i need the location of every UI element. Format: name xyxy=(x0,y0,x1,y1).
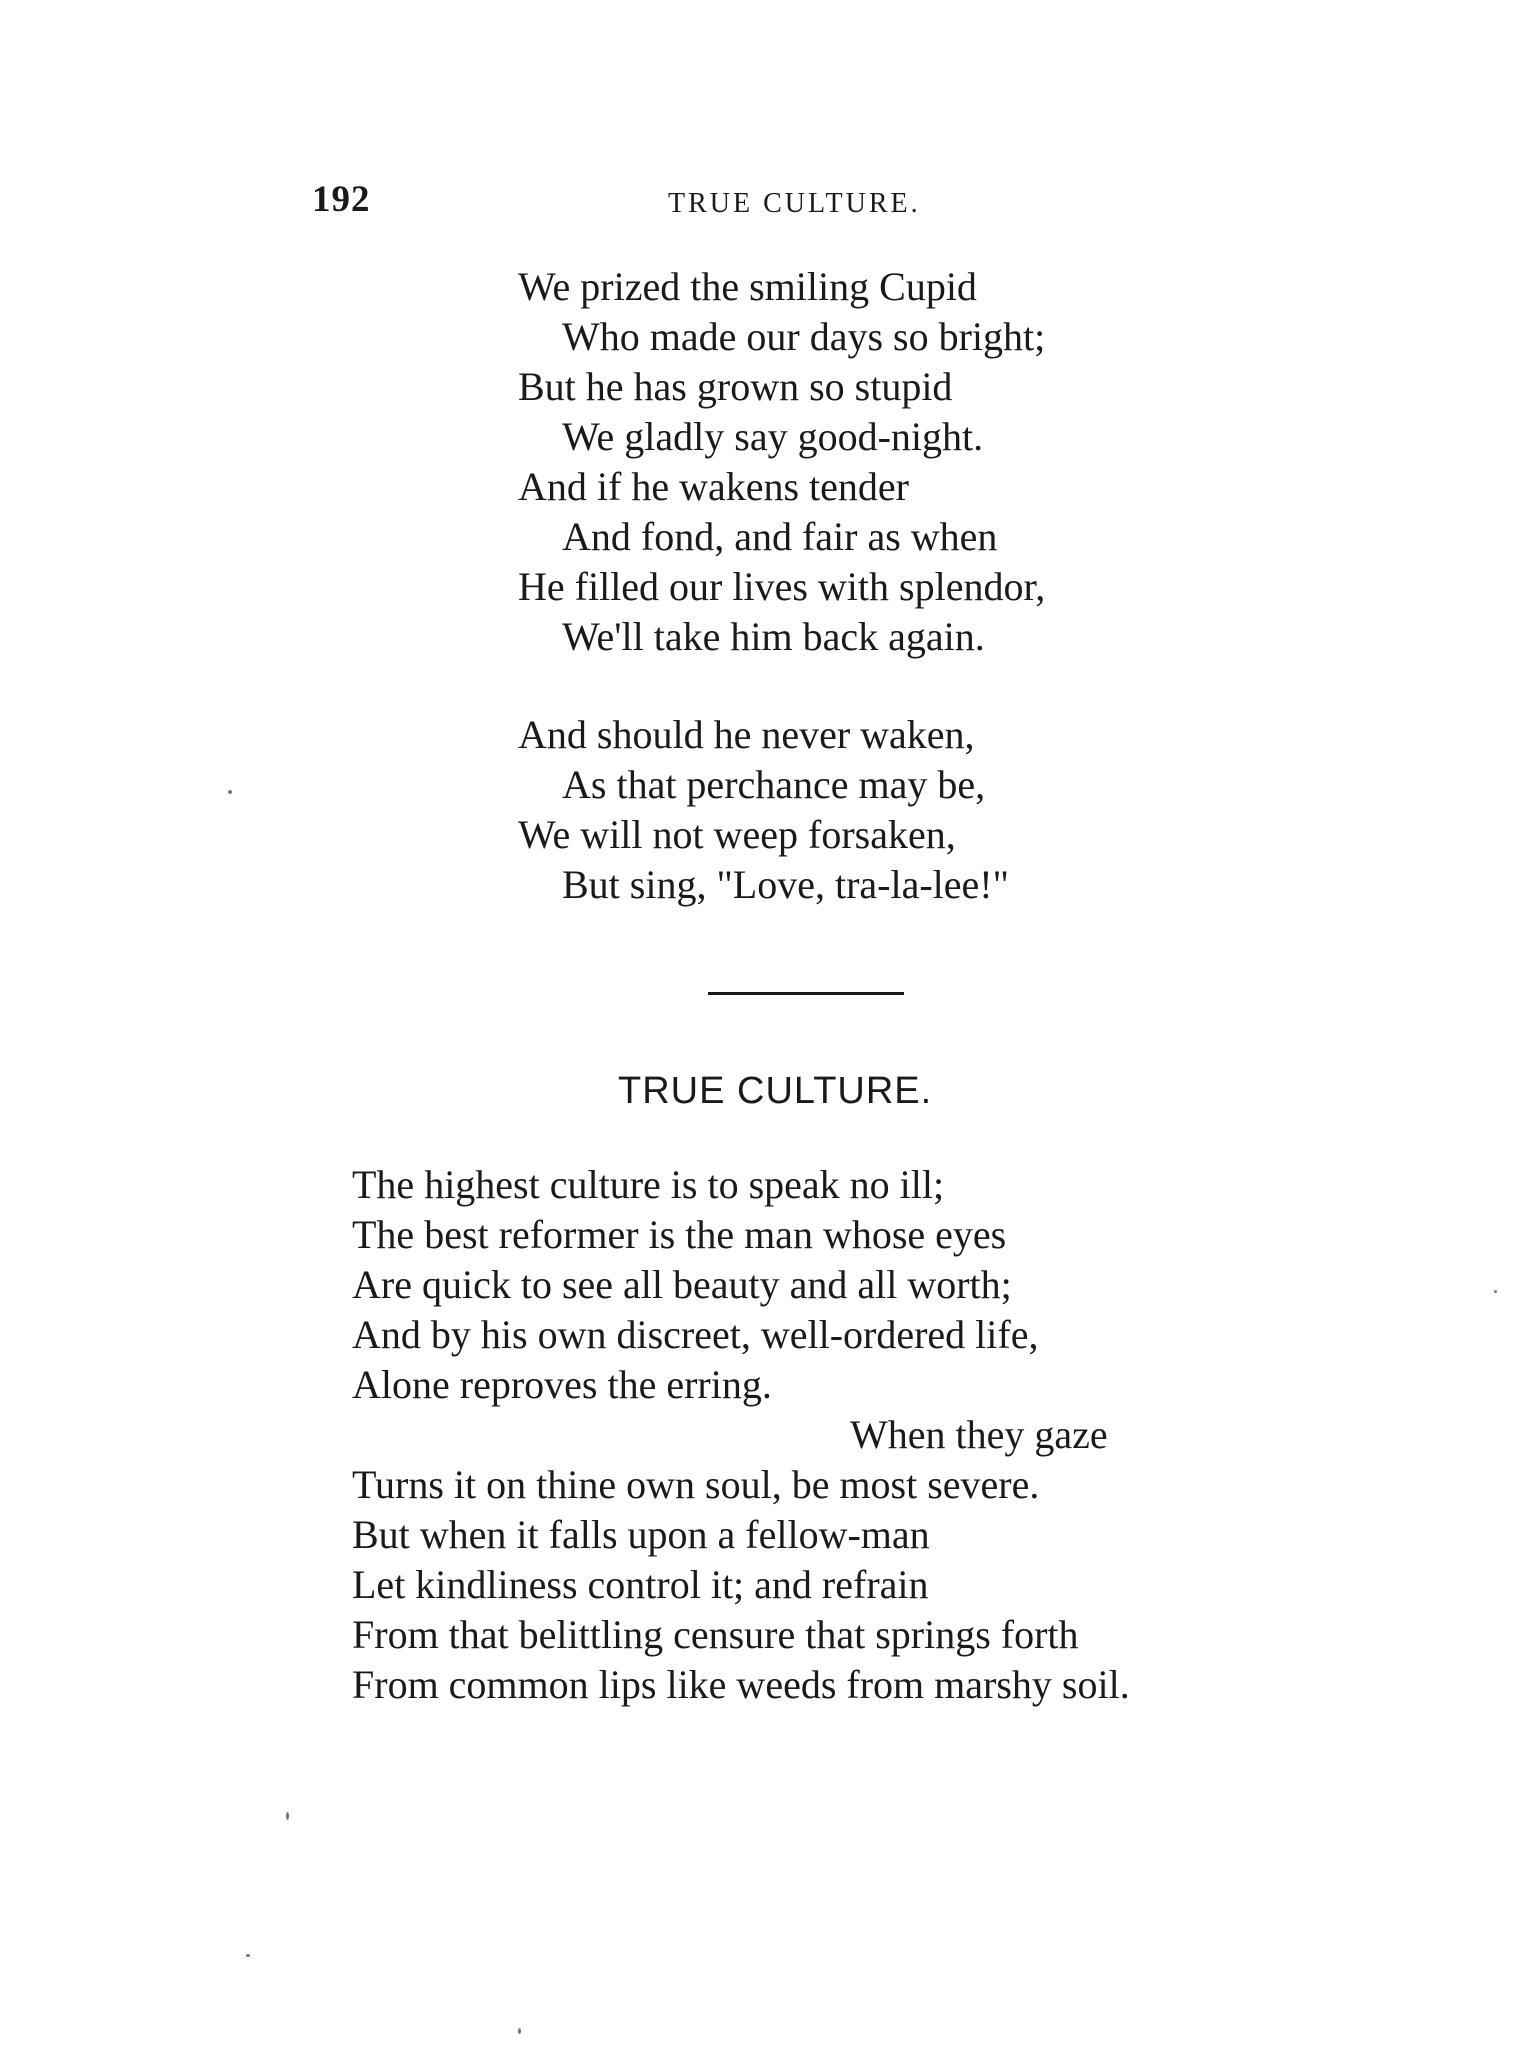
poem-line: Turns it on thine own soul, be most severe. xyxy=(352,1462,1040,1507)
poem-title: TRUE CULTURE. xyxy=(618,1070,933,1112)
stanza xyxy=(518,262,1045,662)
poem-continuation xyxy=(518,262,1045,910)
poem-line: We gladly say good-night. xyxy=(562,414,984,459)
section-divider xyxy=(708,992,904,995)
poem-line: As that perchance may be, xyxy=(562,762,986,807)
poem-line: Alone reproves the erring. xyxy=(352,1362,772,1407)
poem-line: But he has grown so stupid xyxy=(518,364,953,409)
poem-line: When they gaze xyxy=(850,1412,1108,1457)
page-number: 192 xyxy=(312,179,371,220)
poem-line: We prized the smiling Cupid xyxy=(518,264,977,309)
poem-line: From that belittling censure that springs forth xyxy=(352,1612,1079,1657)
poem-line: We will not weep forsaken, xyxy=(518,812,956,857)
poem-line: Who made our days so bright; xyxy=(562,314,1046,359)
poem-line: And should he never waken, xyxy=(518,712,975,757)
poem-line: We'll take him back again. xyxy=(562,614,985,659)
poem-line: The highest culture is to speak no ill; xyxy=(352,1162,945,1207)
stanza xyxy=(518,710,1045,910)
paper-speck xyxy=(1494,1290,1497,1293)
poem-line: And if he wakens tender xyxy=(518,464,909,509)
paper-speck xyxy=(228,790,232,794)
paper-speck xyxy=(286,1812,289,1820)
poem-true-culture xyxy=(352,1160,1130,1710)
poem-line: Let kindliness control it; and refrain xyxy=(352,1562,929,1607)
poem-line: From common lips like weeds from marshy soil. xyxy=(352,1662,1130,1707)
poem-line: But sing, "Love, tra-la-lee!" xyxy=(562,862,1009,907)
poem-line: And by his own discreet, well-ordered life, xyxy=(352,1312,1039,1357)
paper-speck xyxy=(246,1954,250,1957)
poem-line: And fond, and fair as when xyxy=(562,514,998,559)
poem-line: He filled our lives with splendor, xyxy=(518,564,1046,609)
poem-line: But when it falls upon a fellow-man xyxy=(352,1512,930,1557)
poem-line: Are quick to see all beauty and all worth; xyxy=(352,1262,1012,1307)
running-title: TRUE CULTURE. xyxy=(668,188,921,219)
paper-speck xyxy=(518,2028,521,2034)
stanza-break xyxy=(518,662,1045,710)
poem-line: The best reformer is the man whose eyes xyxy=(352,1212,1007,1257)
